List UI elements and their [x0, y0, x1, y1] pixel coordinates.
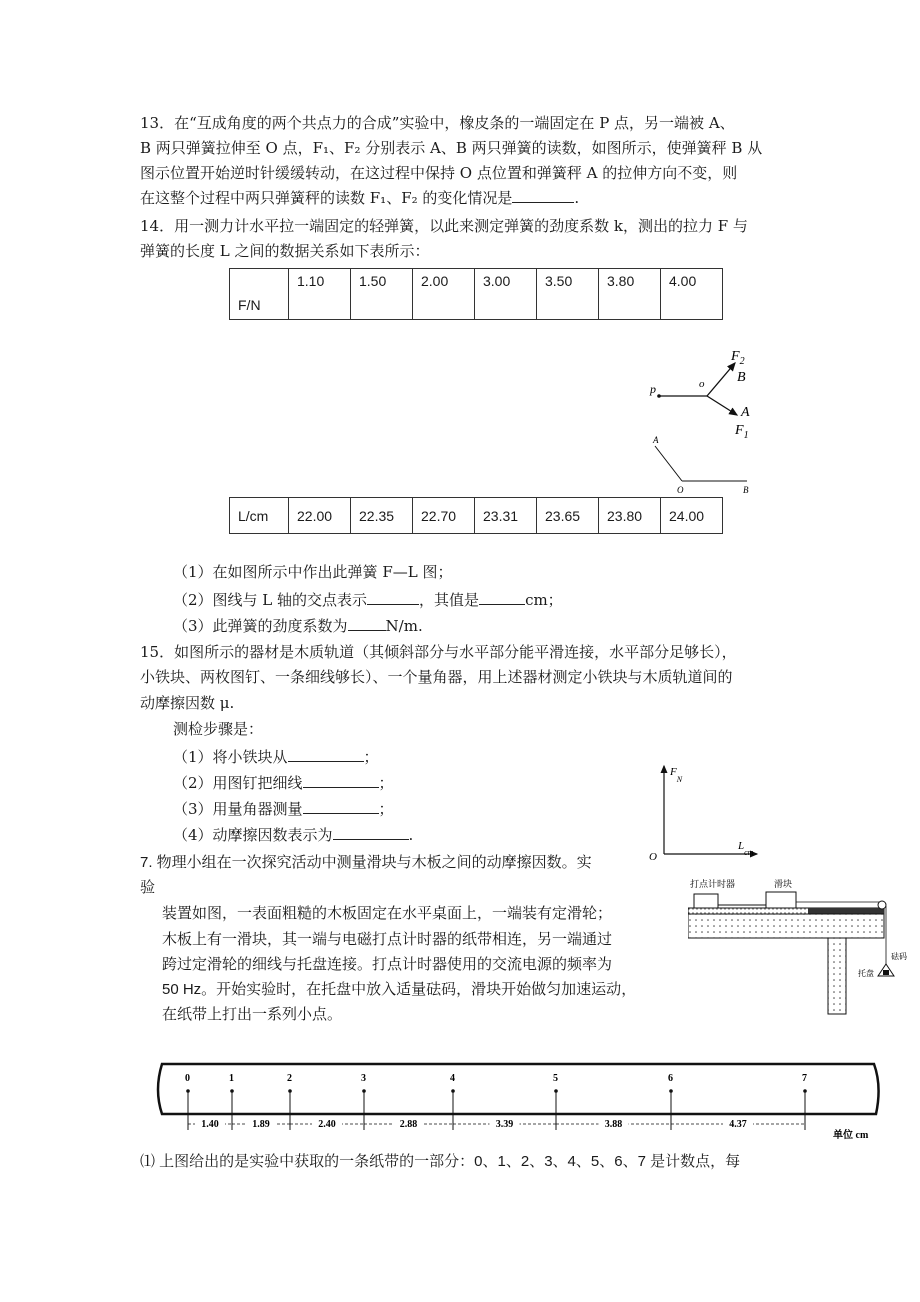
q7-line-1: 7. 物理小组在一次探究活动中测量滑块与木板之间的动摩擦因数。实	[140, 854, 592, 871]
q14-line-1: 14．用一测力计水平拉一端固定的轻弹簧，以此来测定弹簧的劲度系数 k，测出的拉力 F 与	[140, 217, 748, 235]
tabletop	[688, 914, 884, 938]
answer-blank	[479, 588, 525, 605]
q15-line-1: 15．如图所示的器材是木质轨道（其倾斜部分与水平部分能平滑连接，水平部分足够长），	[140, 643, 737, 661]
q7-body-1: 装置如图，一表面粗糙的木板固定在水平桌面上，一端装有定滑轮；	[162, 905, 613, 922]
step3-text: （3）用量角器测量	[173, 800, 303, 818]
label-b2: B	[743, 485, 749, 495]
gap-label: 3.39	[495, 1119, 514, 1130]
q7-line-2: 验	[140, 879, 156, 896]
q13-line-2: B 两只弹簧拉伸至 O 点，F₁、F₂ 分别表示 A、B 两只弹簧的读数，如图所示，使弹簧秤 B 从	[140, 139, 763, 157]
q13-line-4	[140, 186, 579, 210]
answer-blank	[512, 186, 574, 203]
timer-box	[694, 894, 718, 908]
step1-text: （1）将小铁块从	[173, 748, 288, 766]
slider-block	[766, 892, 796, 908]
weight-label: 砝码	[891, 952, 907, 961]
slider-label: 滑块	[774, 879, 793, 889]
count-point-label: 6	[668, 1073, 673, 1084]
step4-text: （4）动摩擦因数表示为	[173, 826, 333, 844]
answer-blank	[303, 771, 379, 788]
sub2-text-c: cm；	[525, 591, 563, 609]
count-point-label: 2	[287, 1073, 292, 1084]
length-row	[230, 498, 723, 534]
tray-label: 托盘	[858, 969, 874, 978]
line-oa	[655, 446, 682, 481]
force-value: 3.80	[599, 269, 661, 320]
pulley	[878, 901, 886, 909]
weight	[883, 970, 889, 975]
f-l-graph	[645, 760, 765, 865]
length-value: 23.31	[475, 498, 537, 534]
force-diagram	[645, 345, 785, 505]
q13-line-4-text: 在这整个过程中两只弹簧秤的读数 F₁、F₂ 的变化情况是	[140, 189, 513, 207]
sub2-text-b: ，其值是	[419, 591, 480, 609]
q15-step-3	[173, 797, 394, 821]
q14-sub-2	[173, 588, 563, 612]
force-row	[230, 269, 723, 320]
x-axis-label: $L_{cm}$	[738, 840, 754, 857]
q13-line-3: 图示位置开始逆时针缓缓转动，在这过程中保持 O 点位置和弹簧秤 A 的拉伸方向不变，则	[140, 164, 738, 182]
paper-tape-figure	[152, 1058, 897, 1144]
q15-steps-title: 测检步骤是：	[173, 720, 264, 738]
force-value: 3.00	[475, 269, 537, 320]
length-value: 22.70	[413, 498, 475, 534]
length-value: 23.65	[537, 498, 599, 534]
q7-part1-line: ⑴ 上图给出的是实验中获取的一条纸带的一部分：0、1、2、3、4、5、6、7 是计数点，每	[140, 1153, 741, 1170]
q13-end: .	[574, 189, 580, 207]
gap-label: 1.40	[201, 1119, 219, 1130]
q15-step-4	[173, 823, 413, 847]
gap-label: 4.37	[729, 1119, 747, 1130]
unit-label: 单位 cm	[833, 1130, 869, 1141]
force-value: 1.50	[351, 269, 413, 320]
q7-body-5: 在纸带上打出一系列小点。	[162, 1006, 343, 1023]
y-axis-label: $F_N$	[670, 766, 683, 784]
label-f1: $F_1$	[735, 423, 749, 441]
sub3-text-b: N/m.	[385, 617, 423, 635]
force-table	[229, 268, 723, 320]
sub2-text-a: （2）图线与 L 轴的交点表示	[173, 591, 368, 609]
force-label: F/N	[230, 269, 289, 320]
force-f2-arrow	[707, 363, 735, 396]
length-label: L/cm	[230, 498, 289, 534]
label-b: B	[737, 370, 746, 385]
length-value: 23.80	[599, 498, 661, 534]
step3-end: ；	[378, 800, 394, 818]
q7-body-3: 跨过定滑轮的细线与托盘连接。打点计时器使用的交流电源的频率为	[162, 956, 613, 973]
count-point-label: 7	[802, 1073, 807, 1084]
q7-body-2: 木板上有一滑块，其一端与电磁打点计时器的纸带相连，另一端通过	[162, 931, 613, 948]
sub3-text-a: （3）此弹簧的劲度系数为	[173, 617, 348, 635]
force-f1-arrow	[707, 396, 737, 415]
gap-label: 2.88	[399, 1119, 418, 1130]
answer-blank	[303, 797, 379, 814]
label-p: p	[650, 382, 656, 396]
count-point-label: 0	[185, 1073, 190, 1084]
count-point-label: 5	[553, 1073, 558, 1084]
count-point-label: 1	[229, 1073, 234, 1084]
rough-surface	[808, 908, 884, 914]
step4-end: .	[408, 826, 414, 844]
step2-end: ；	[378, 774, 394, 792]
gap-label: 2.40	[318, 1119, 336, 1130]
step2-text: （2）用图钉把细线	[173, 774, 303, 792]
length-value: 24.00	[661, 498, 723, 534]
gap-label: 3.88	[604, 1119, 623, 1130]
q15-line-2: 小铁块、两枚图钉、一条细线够长）、一个量角器，用上述器材测定小铁块与木质轨道间的	[140, 668, 733, 686]
label-a: A	[741, 405, 750, 420]
label-f2: $F_2$	[731, 349, 745, 367]
gap-label: 1.89	[252, 1119, 270, 1130]
force-value: 4.00	[661, 269, 723, 320]
q15-line-3: 动摩擦因数 μ.	[140, 694, 235, 712]
force-value: 2.00	[413, 269, 475, 320]
answer-blank	[333, 823, 409, 840]
q14-sub-3	[173, 614, 423, 638]
q15-step-1	[173, 745, 379, 769]
q14-line-2: 弹簧的长度 L 之间的数据关系如下表所示：	[140, 242, 430, 260]
answer-blank	[288, 745, 364, 762]
length-table	[229, 497, 723, 534]
timer-label: 打点计时器	[690, 879, 736, 889]
count-point-label: 4	[450, 1073, 455, 1084]
force-value: 1.10	[289, 269, 351, 320]
length-value: 22.35	[351, 498, 413, 534]
step1-end: ；	[363, 748, 379, 766]
apparatus-figure	[688, 876, 910, 1016]
tape-strip	[158, 1064, 879, 1114]
label-a2: A	[653, 435, 659, 445]
label-o: o	[699, 378, 705, 390]
count-point-label: 3	[361, 1073, 366, 1084]
q15-step-2	[173, 771, 394, 795]
length-value: 22.00	[289, 498, 351, 534]
answer-blank	[367, 588, 419, 605]
table-leg	[828, 938, 846, 1014]
q7-body-4: 50 Hz。开始实验时，在托盘中放入适量砝码，滑块开始做匀加速运动，	[162, 981, 637, 998]
q14-sub-1: （1）在如图所示中作出此弹簧 F—L 图；	[173, 563, 453, 581]
origin-label: O	[649, 851, 657, 863]
label-o2: O	[677, 485, 684, 495]
q13-line-1: 13．在“互成角度的两个共点力的合成”实验中，橡皮条的一端固定在 P 点，另一端被 A、	[140, 114, 735, 132]
force-value: 3.50	[537, 269, 599, 320]
answer-blank	[348, 614, 386, 631]
